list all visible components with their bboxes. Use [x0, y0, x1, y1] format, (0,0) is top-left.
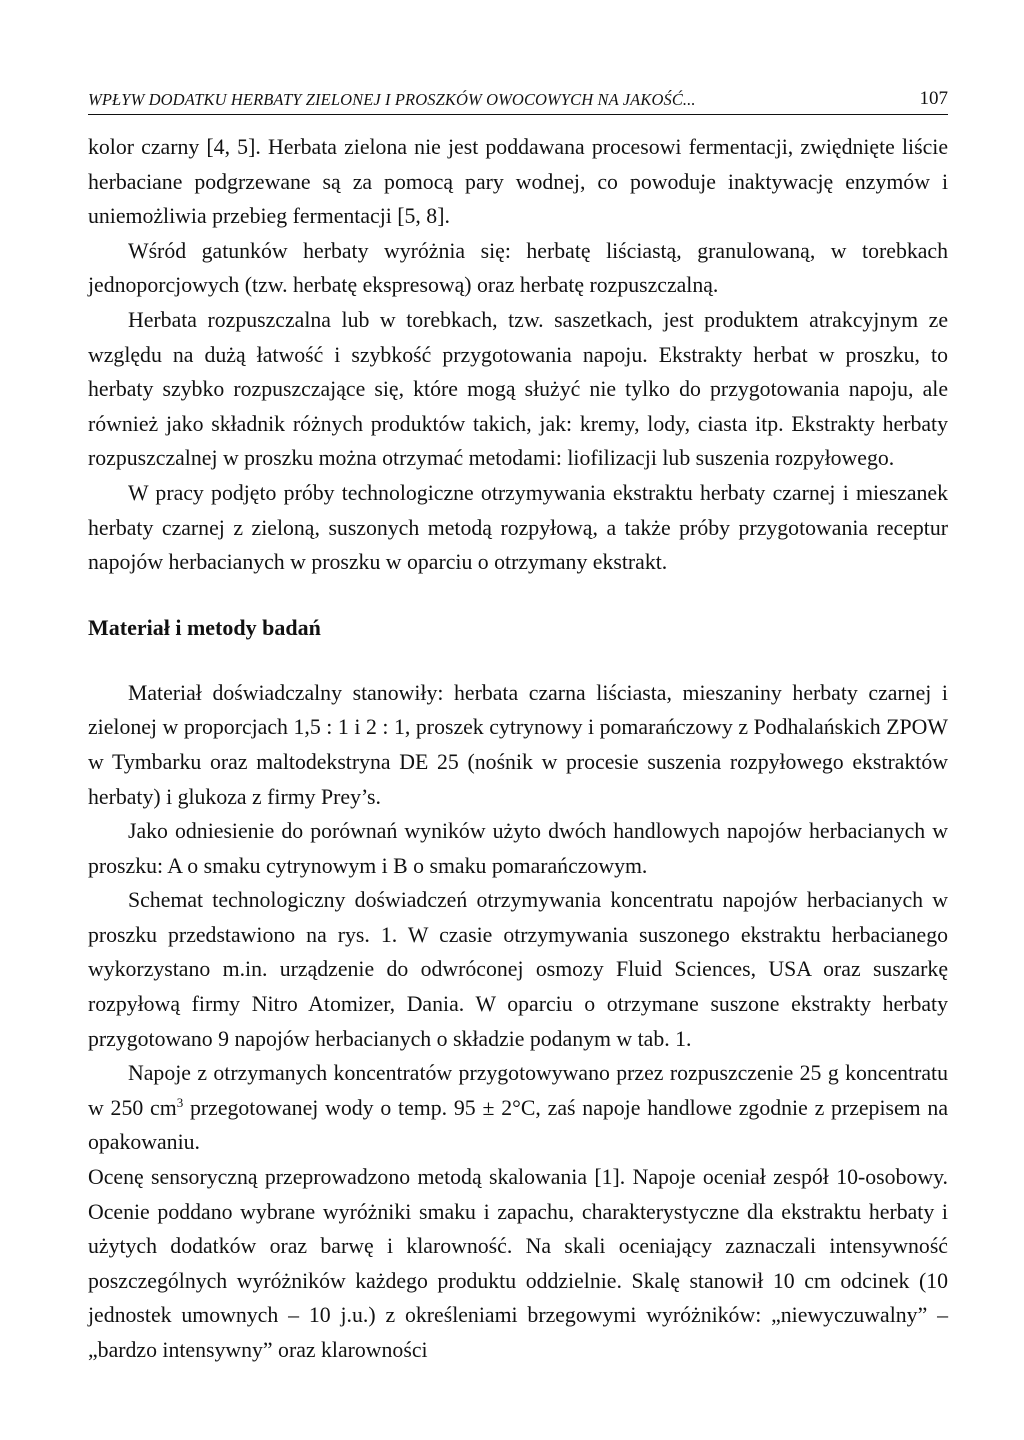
article-body — [88, 130, 948, 1368]
running-title: WPŁYW DODATKU HERBATY ZIELONEJ I PROSZKÓW OWOCOWYCH NA JAKOŚĆ... — [88, 90, 696, 109]
paragraph-tea-types: Wśród gatunków herbaty wyróżnia się: herbatę liściastą, granulowaną, w torebkach jednoporcjowych (tzw. herbatę ekspresową) oraz herbatę rozpuszczalną. — [88, 238, 948, 298]
paragraph-instant-tea: Herbata rozpuszczalna lub w torebkach, tzw. saszetkach, jest produktem atrakcyjnym ze względu na dużą łatwość i szybkość przygotowania napoju. Ekstrakty herbat w proszku, to herbaty szybko rozpuszczające się, które mogą służyć nie tylko do przygotowania napoju, ale również jako składnik różnych produktów takich, jak: kremy, lody, ciasta itp. Ekstrakty herbaty rozpuszczalnej w proszku można otrzymać metodami: liofilizacji lub suszenia rozpyłowego. — [88, 307, 948, 471]
paragraph-preparation — [88, 1056, 948, 1160]
section-heading: Materiał i metody badań — [88, 614, 321, 640]
page-number: 107 — [919, 88, 948, 109]
paragraph-reference: Jako odniesienie do porównań wyników użyto dwóch handlowych napojów herbacianych w proszku: A o smaku cytrynowym i B o smaku pomarańczowym. — [88, 819, 948, 878]
paragraph-aim: W pracy podjęto próby technologiczne otrzymywania ekstraktu herbaty czarnej i mieszanek herbaty czarnej z zieloną, suszonych metodą rozpyłową, a także próby przygotowania receptur napojów herbacianych w proszku w oparciu o otrzymany ekstrakt. — [88, 480, 948, 575]
paragraph-sensory: Ocenę sensoryczną przeprowadzono metodą skalowania [1]. Napoje oceniał zespół 10-osobowy. Ocenie poddano wybrane wyróżniki smaku i zapachu, charakterystyczne dla ekstraktu herbaty i użytych dodatków oraz barwę i klarowność. Na skali oceniający zaznaczali intensywność poszczególnych wyróżników każdego produktu oddzielnie. Skalę stanowił 10 cm odcinek (10 jednostek umownych – 10 j.u.) z określeniami brzegowymi wyróżników: „niewyczuwalny” – „bardzo intensywny” oraz klarowności — [88, 1165, 948, 1362]
preparation-text-b: przegotowanej wody o temp. 95 ± 2°C, zaś napoje handlowe zgodnie z przepisem na opakowaniu. — [88, 1095, 949, 1155]
running-header — [88, 88, 948, 115]
paragraph-scheme: Schemat technologiczny doświadczeń otrzymywania koncentratu napojów herbacianych w proszku przedstawiono na rys. 1. W czasie otrzymywania suszonego ekstraktu herbacianego wykorzystano m.in. urządzenie do odwróconej osmozy Fluid Sciences, USA oraz suszarkę rozpyłową firmy Nitro Atomizer, Dania. W oparciu o otrzymane suszone ekstrakty herbaty przygotowano 9 napojów herbacianych o składzie podanym w tab. 1. — [88, 888, 948, 1051]
paragraph-continuation: kolor czarny [4, 5]. Herbata zielona nie jest poddawana procesowi fermentacji, zwiędnięte liście herbaciane podgrzewane są za pomocą pary wodnej, co powoduje inaktywację enzymów i uniemożliwia przebieg fermentacji [5, 8]. — [88, 135, 948, 229]
superscript: 3 — [176, 1095, 184, 1111]
preparation-text-a: Napoje z otrzymanych koncentratów przygotowywano przez rozpuszczenie 25 g koncentratu w 250 cm — [88, 1061, 948, 1120]
paragraph-materials: Materiał doświadczalny stanowiły: herbata czarna liściasta, mieszaniny herbaty czarnej i zielonej w proporcjach 1,5 : 1 i 2 : 1, proszek cytrynowy i pomarańczowy z Podhalańskich ZPOW w Tymbarku oraz maltodekstryna DE 25 (nośnik w procesie suszenia rozpyłowego ekstraktów herbaty) i glukoza z firmy Prey’s. — [88, 680, 948, 809]
